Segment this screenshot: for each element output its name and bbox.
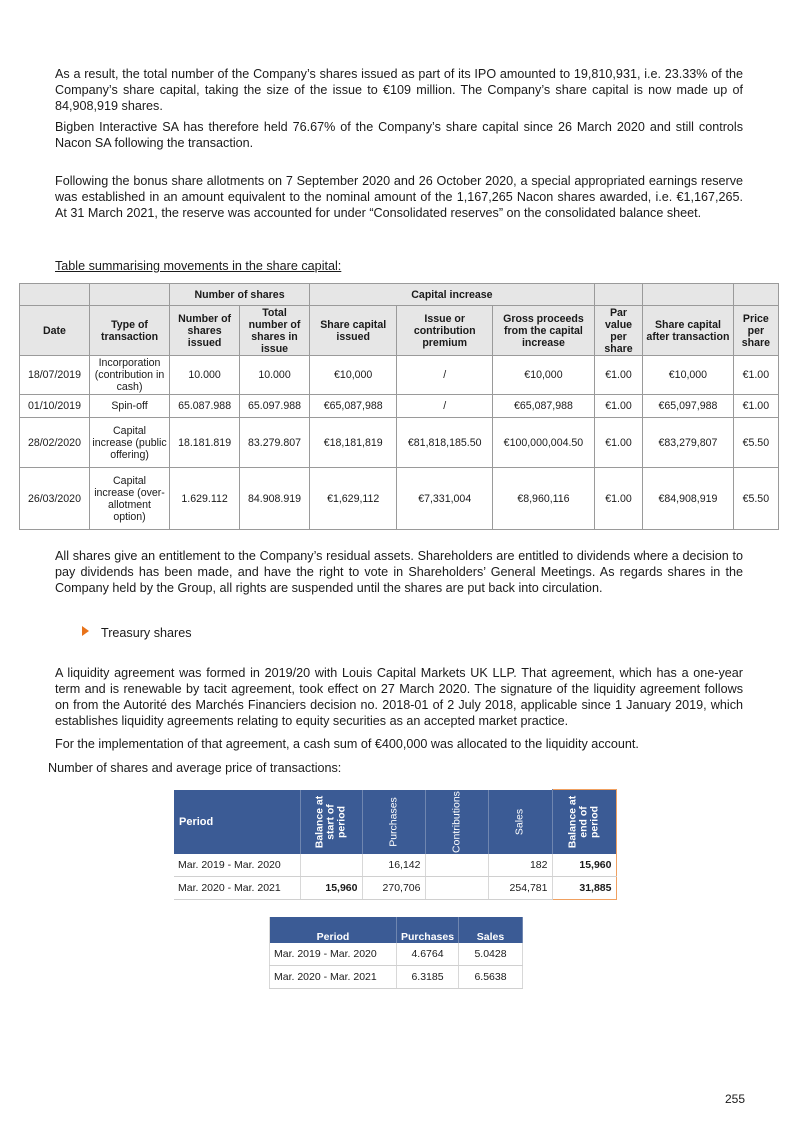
column-header-premium: Issue or contribution premium (397, 306, 493, 356)
paragraph-cash-allocation: For the implementation of that agreement, a cash sum of €400,000 was allocated to the liquidity account. (55, 737, 639, 751)
cell: 18.181.819 (170, 418, 240, 468)
column-header-contributions (425, 790, 488, 855)
cell: €81,818,185.50 (397, 418, 493, 468)
column-header-sales (488, 790, 552, 855)
cell: 4.6764 (397, 943, 459, 966)
header-text: Sales (513, 808, 526, 835)
cell: €84,908,919 (643, 468, 734, 530)
cell: €10,000 (643, 356, 734, 395)
column-header-period: Period (174, 790, 300, 855)
cell: Spin-off (89, 395, 169, 418)
column-header-type: Type of transaction (89, 306, 169, 356)
cell: €65,087,988 (493, 395, 595, 418)
cell: 83.279.807 (240, 418, 310, 468)
cell: €1.00 (594, 356, 642, 395)
cell: 1.629.112 (170, 468, 240, 530)
column-header-par-value: Par value per share (594, 306, 642, 356)
cell: €83,279,807 (643, 418, 734, 468)
cell: €18,181,819 (309, 418, 396, 468)
treasury-shares-label: Treasury shares (101, 626, 192, 640)
cell: Incorporation (contribution in cash) (89, 356, 169, 395)
header-blank (733, 284, 778, 306)
cell: €7,331,004 (397, 468, 493, 530)
column-header-capital-issued: Share capital issued (309, 306, 396, 356)
group-header-shares: Number of shares (170, 284, 310, 306)
cell (425, 854, 488, 877)
capital-table-caption: Table summarising movements in the share capital: (55, 259, 342, 273)
cell: €65,087,988 (309, 395, 396, 418)
header-text: Contributions (450, 790, 462, 853)
cell: 6.5638 (459, 966, 523, 989)
table-row (174, 877, 616, 900)
cell: 26/03/2020 (20, 468, 90, 530)
column-header-capital-after: Share capital after transaction (643, 306, 734, 356)
cell: 31,885 (552, 877, 616, 900)
cell: 254,781 (488, 877, 552, 900)
cell: €1.00 (594, 468, 642, 530)
header-text: Purchases (387, 796, 399, 847)
column-header-purchases (362, 790, 425, 855)
cell: €5.50 (733, 418, 778, 468)
table-row (20, 418, 779, 468)
cell: €1.00 (594, 395, 642, 418)
cell: €1.00 (594, 418, 642, 468)
cell: Capital increase (over-allotment option) (89, 468, 169, 530)
cell: 5.0428 (459, 943, 523, 966)
cell: 18/07/2019 (20, 356, 90, 395)
cell: 84.908.919 (240, 468, 310, 530)
paragraph-bigben-holding: Bigben Interactive SA has therefore held 76.67% of the Company’s share capital since 26 March 2020 and still controls Nacon SA following the transaction. (55, 120, 743, 150)
cell: €5.50 (733, 468, 778, 530)
cell: 270,706 (362, 877, 425, 900)
cell-period: Mar. 2019 - Mar. 2020 (174, 854, 300, 877)
cell: €10,000 (493, 356, 595, 395)
table-row (270, 966, 523, 989)
cell: €100,000,004.50 (493, 418, 595, 468)
cell: 01/10/2019 (20, 395, 90, 418)
cell: €10,000 (309, 356, 396, 395)
header-blank (20, 284, 90, 306)
triangle-bullet-icon (82, 626, 89, 636)
table-row (20, 395, 779, 418)
paragraph-bonus-reserve: Following the bonus share allotments on 7 September 2020 and 26 October 2020, a special appropriated earnings reserve was established in an amount equivalent to the nominal amount of the 1,167,265 Nacon shares awarded, i.e. €1,167,265. At 31 March 2021, the reserve was accounted for under “Consolidated reserves” on the consolidated balance sheet. (55, 174, 743, 220)
cell-period: Mar. 2020 - Mar. 2021 (270, 966, 397, 989)
table-row (20, 356, 779, 395)
cell: 28/02/2020 (20, 418, 90, 468)
cell (300, 854, 362, 877)
cell: / (397, 356, 493, 395)
cell: 6.3185 (397, 966, 459, 989)
share-capital-table (19, 283, 779, 530)
cell: 15,960 (552, 854, 616, 877)
column-header-price: Price per share (733, 306, 778, 356)
column-header-total-shares: Total number of shares in issue (240, 306, 310, 356)
average-price-table (269, 917, 523, 989)
column-header-balance-end (552, 790, 616, 855)
cell: 15,960 (300, 877, 362, 900)
column-header-shares-issued: Number of shares issued (170, 306, 240, 356)
column-header-date: Date (20, 306, 90, 356)
paragraph-liquidity-agreement: A liquidity agreement was formed in 2019/20 with Louis Capital Markets UK LLP. That agreement, which has a one-year term and is renewable by tacit agreement, took effect on 27 March 2020. The signature of the liquidity agreement follows on from the Autorité des Marchés Financiers decision no. 2018-01 of 2 July 2018, applicable since 1 January 2019, which establishes liquidity agreements relating to equity securities as an accepted market practice. (55, 666, 743, 728)
cell: 16,142 (362, 854, 425, 877)
cell: €1.00 (733, 356, 778, 395)
column-header-gross-proceeds: Gross proceeds from the capital increase (493, 306, 595, 356)
treasury-shares-heading (82, 626, 192, 640)
liquidity-shares-table (174, 789, 617, 900)
cell: 10.000 (240, 356, 310, 395)
column-header-balance-start (300, 790, 362, 855)
cell: €65,097,988 (643, 395, 734, 418)
cell: 182 (488, 854, 552, 877)
column-header-sales: Sales (459, 917, 523, 943)
table-row (20, 468, 779, 530)
page-number: 255 (725, 1092, 746, 1106)
table-row (174, 854, 616, 877)
cell: Capital increase (public offering) (89, 418, 169, 468)
column-header-purchases: Purchases (397, 917, 459, 943)
header-blank (643, 284, 734, 306)
cell: €1,629,112 (309, 468, 396, 530)
cell: 65.087.988 (170, 395, 240, 418)
cell: 65.097.988 (240, 395, 310, 418)
header-text: Balance at start of period (313, 795, 348, 849)
cell: €1.00 (733, 395, 778, 418)
header-blank (594, 284, 642, 306)
table-row (270, 943, 523, 966)
cell: 10.000 (170, 356, 240, 395)
header-blank (89, 284, 169, 306)
cell: €8,960,116 (493, 468, 595, 530)
group-header-capital: Capital increase (309, 284, 594, 306)
cell: / (397, 395, 493, 418)
cell (425, 877, 488, 900)
paragraph-shareholder-rights: All shares give an entitlement to the Company’s residual assets. Shareholders are entitled to dividends where a decision to pay dividends has been made, and have the right to vote in Shareholders’ General Meetings. As regards shares in the Company held by the Group, all rights are suspended until the shares are put back into circulation. (55, 549, 743, 595)
column-header-period: Period (270, 917, 397, 943)
paragraph-transactions-intro: Number of shares and average price of transactions: (48, 761, 342, 775)
cell-period: Mar. 2020 - Mar. 2021 (174, 877, 300, 900)
paragraph-ipo-shares: As a result, the total number of the Company’s shares issued as part of its IPO amounted to 19,810,931, i.e. 23.33% of the Company’s share capital, taking the size of the issue to €109 million. The Company’s share capital is now made up of 84,908,919 shares. (55, 67, 743, 113)
header-text: Balance at end of period (566, 795, 601, 849)
cell-period: Mar. 2019 - Mar. 2020 (270, 943, 397, 966)
